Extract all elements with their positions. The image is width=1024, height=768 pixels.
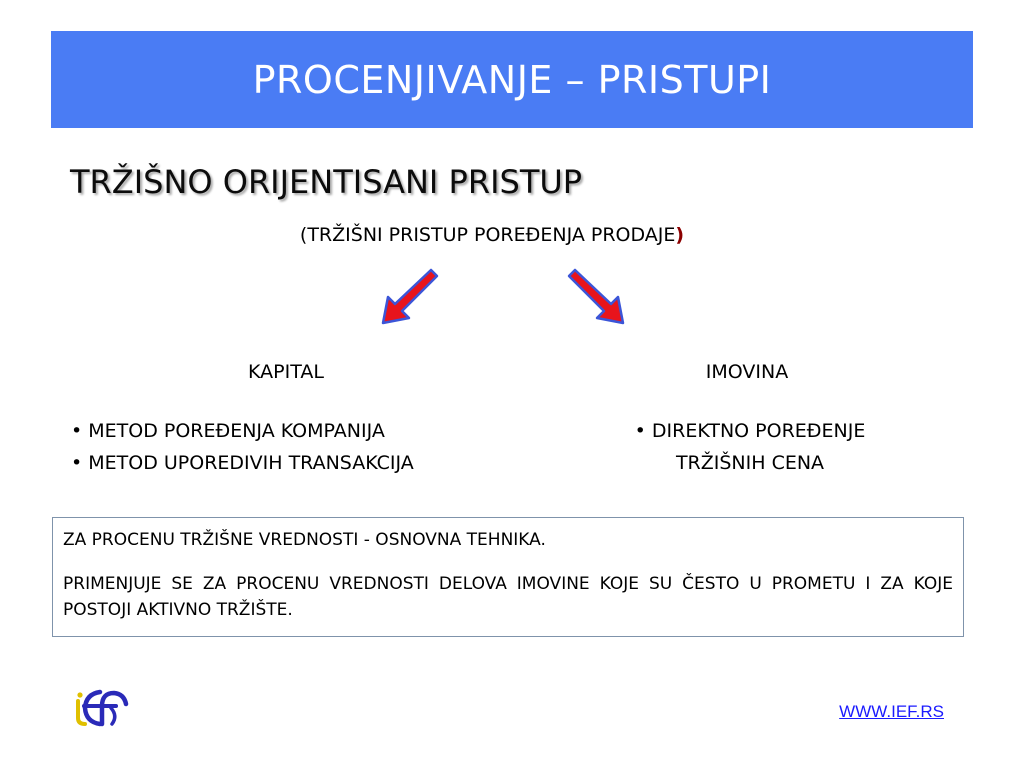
info-line-1: ZA PROCENU TRŽIŠNE VREDNOSTI - OSNOVNA TEHNIKA. xyxy=(63,530,546,550)
imovina-heading: IMOVINA xyxy=(705,361,789,383)
ief-logo-icon xyxy=(72,686,132,728)
subheading-open-paren: ( xyxy=(299,224,308,246)
title-bar xyxy=(51,31,973,128)
subheading-close-paren: ) xyxy=(675,224,685,246)
kapital-heading: KAPITAL xyxy=(248,361,324,383)
arrow-down-right-icon xyxy=(566,266,630,328)
imovina-item-1-continued: TRŽIŠNIH CENA xyxy=(675,452,825,474)
subheading-text: TRŽIŠNI PRISTUP POREĐENJA PRODAJE xyxy=(307,224,676,246)
imovina-item-1: • DIREKTNO POREĐENJE xyxy=(634,420,866,442)
slide-title: PROCENJIVANJE – PRISTUPI xyxy=(252,57,772,102)
info-line-2: PRIMENJUJE SE ZA PROCENU VREDNOSTI DELOVA IMOVINE KOJE SU ČESTO U PROMETU I ZA KOJE POSTOJI AKTIVNO TRŽIŠTE. xyxy=(63,574,953,620)
section-heading: TRŽIŠNO ORIJENTISANI PRISTUP xyxy=(70,163,583,201)
kapital-item-1: • METOD POREĐENJA KOMPANIJA xyxy=(71,420,385,442)
arrow-down-left-icon xyxy=(376,266,440,328)
kapital-item-2: • METOD UPOREDIVIH TRANSAKCIJA xyxy=(71,452,414,474)
website-link[interactable]: WWW.IEF.RS xyxy=(839,702,944,721)
info-box xyxy=(52,517,964,637)
section-subheading xyxy=(0,224,984,246)
